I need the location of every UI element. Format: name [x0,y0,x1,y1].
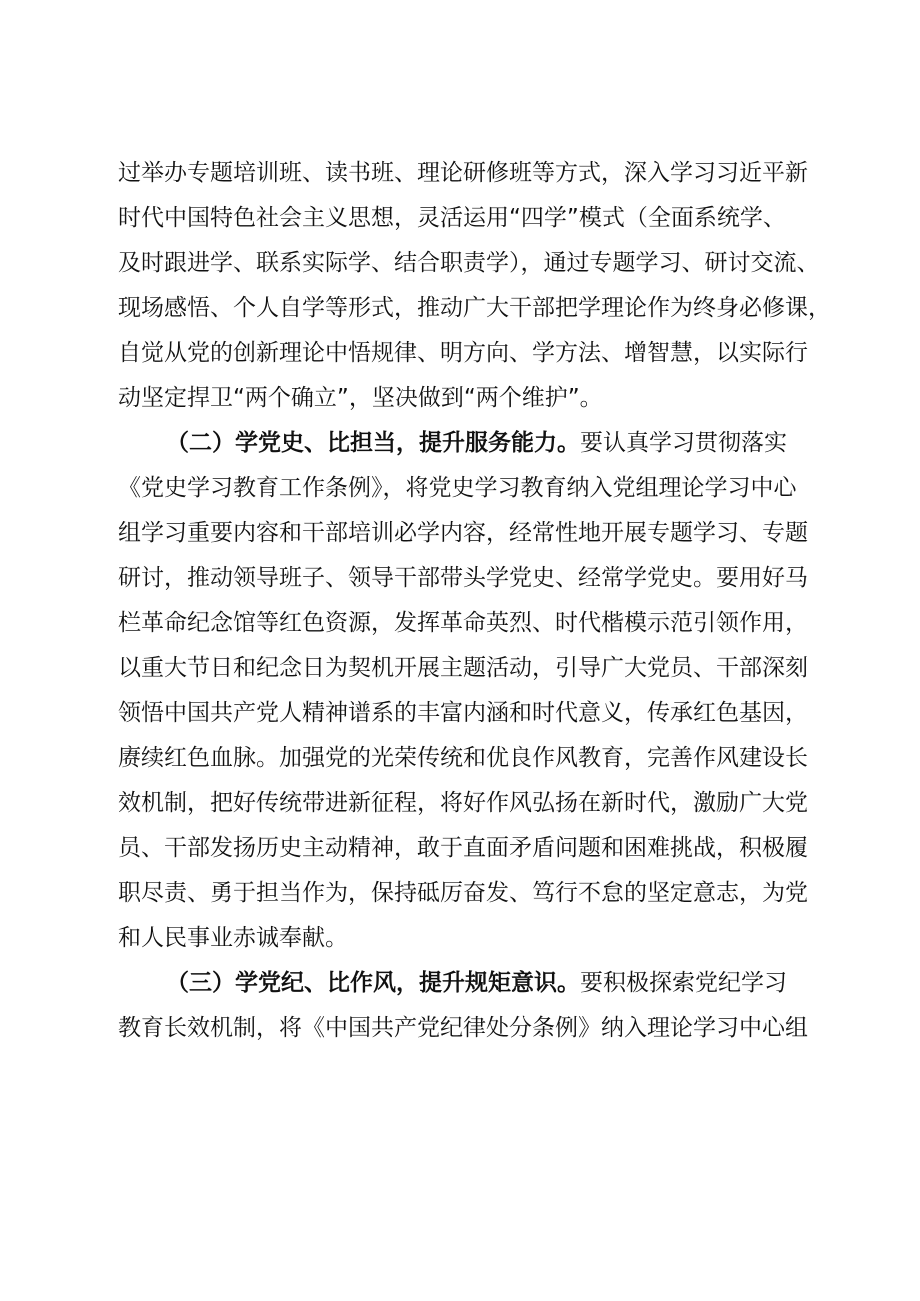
para1-line-1: 过举办专题培训班、读书班、理论研修班等方式，深入学习习近平新 [118,160,808,186]
para1-line-4: 现场感悟、个人自学等形式，推动广大干部把学理论作为终身必修课， [118,295,831,321]
para2-line-8: 赓续红色血脉。加强党的光荣传统和优良作风教育，完善作风建设长 [118,745,808,771]
para1-line-5: 自觉从党的创新理论中悟规律、明方向、学方法、增智慧，以实际行 [118,340,808,366]
para2-line-12: 和人民事业赤诚奉献。 [118,925,348,951]
para3-heading: （三）学党纪、比作风，提升规矩意识。 [166,970,580,996]
para2-line-3: 组学习重要内容和干部培训必学内容，经常性地开展专题学习、专题 [118,520,808,546]
para2-first-line [118,426,886,460]
para2-heading: （二）学党史、比担当，提升服务能力。 [166,430,580,456]
para2-line-10: 员、干部发扬历史主动精神，敢于直面矛盾问题和困难挑战，积极履 [118,835,808,861]
para3-first-line [118,966,886,1000]
para1-line-2: 时代中国特色社会主义思想，灵活运用“四学”模式（全面系统学、 [118,205,786,231]
para1-line-6: 动坚定捍卫“两个确立”，坚决做到“两个维护”。 [118,385,603,411]
para2-line-6: 以重大节日和纪念日为契机开展主题活动，引导广大党员、干部深刻 [118,655,808,681]
para2-line-4: 研讨，推动领导班子、领导干部带头学党史、经常学党史。要用好马 [118,565,808,591]
para3-line-2: 教育长效机制，将《中国共产党纪律处分条例》纳入理论学习中心组 [118,1015,808,1041]
para2-line-9: 效机制，把好传统带进新征程，将好作风弘扬在新时代，激励广大党 [118,790,808,816]
para2-line-7: 领悟中国共产党人精神谱系的丰富内涵和时代意义，传承红色基因， [118,700,808,726]
para2-first-line-rest: 要认真学习贯彻落实 [580,430,787,456]
para3-first-line-rest: 要积极探索党纪学习 [580,970,787,996]
para1-line-3: 及时跟进学、联系实际学、结合职责学），通过专题学习、研讨交流、 [118,250,820,276]
para2-line-11: 职尽责、勇于担当作为，保持砥厉奋发、笃行不怠的坚定意志，为党 [118,880,808,906]
para2-line-5: 栏革命纪念馆等红色资源，发挥革命英烈、时代楷模示范引领作用， [118,610,808,636]
para2-line-2: 《党史学习教育工作条例》，将党史学习教育纳入党组理论学习中心 [118,475,797,501]
